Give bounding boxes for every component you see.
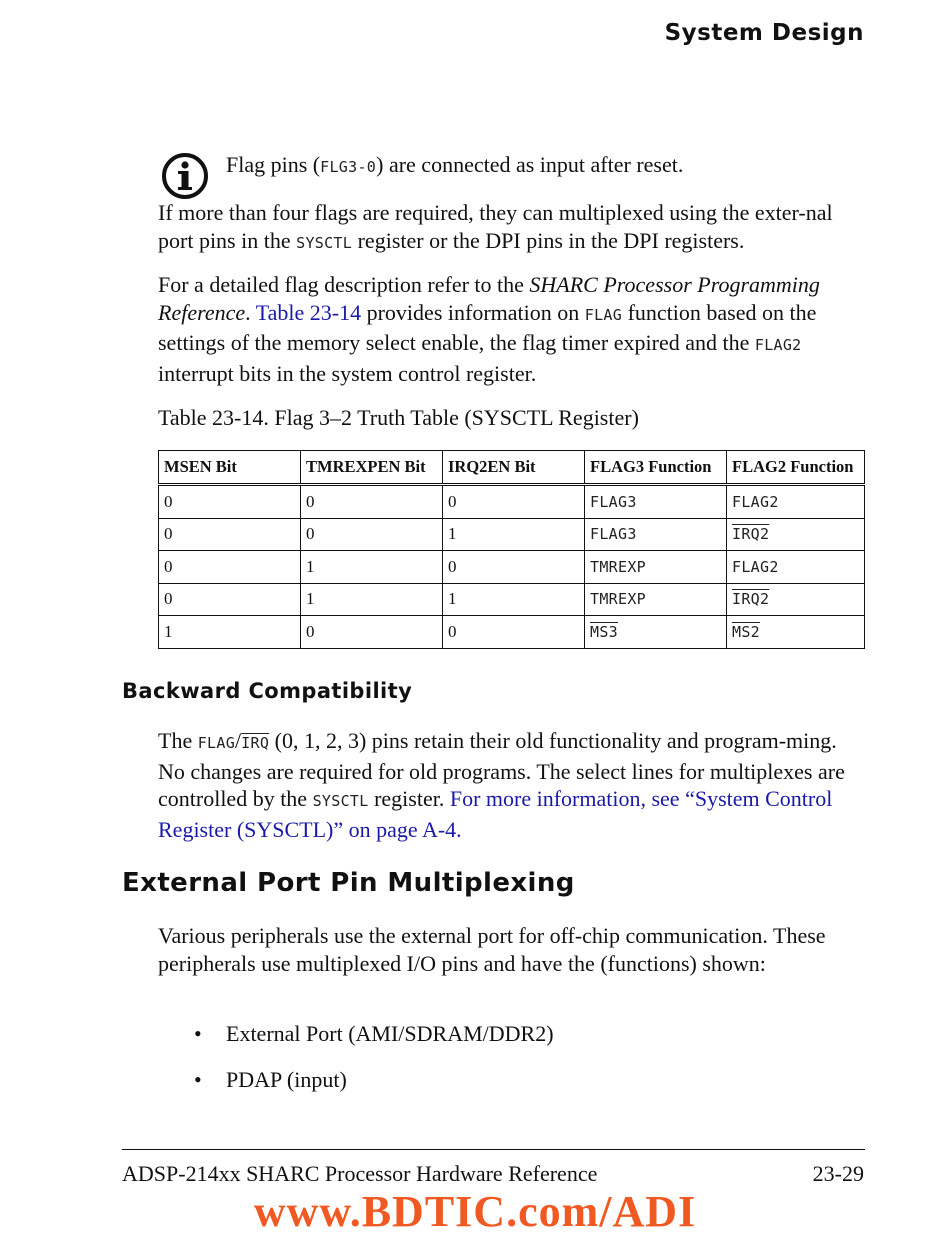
table-cell <box>727 583 865 616</box>
code-irq: $\overline{IRQ}$ <box>241 734 270 752</box>
table-cell <box>585 616 727 649</box>
column-header: MSEN Bit <box>159 451 301 485</box>
table-cell <box>727 616 865 649</box>
active-low-signal: IRQ2 <box>732 525 770 544</box>
bullet-icon: • <box>194 1021 202 1046</box>
sysctl-reference-link[interactable]: For more information, see “System Control Register (SYSCTL)” on page A-4. <box>158 786 833 842</box>
heading-external-port-pin-multiplexing: External Port Pin Multiplexing <box>122 868 575 898</box>
bullet-icon: • <box>194 1067 202 1092</box>
column-header: IRQ2EN Bit <box>443 451 585 485</box>
table-cell: 0 <box>159 551 301 584</box>
table-row <box>159 485 865 519</box>
p2-text-d: function based on the settings of the memory select enable, the flag timer expired and the <box>158 299 817 355</box>
table-cell <box>727 518 865 551</box>
table-cell: FLAG3 <box>585 485 727 519</box>
code-sysctl: SYSCTL <box>296 233 353 252</box>
p3-text-b: (0, 1, 2, 3) pins retain their old functionality and program-ming. No changes are required for old programs. The select lines for multiplexes are controlled by the <box>158 728 845 811</box>
table-cell: 0 <box>159 485 301 519</box>
table-cell: FLAG2 <box>727 485 865 519</box>
column-header: FLAG2 Function <box>727 451 865 485</box>
active-low-signal: MS2 <box>732 622 760 641</box>
column-header: TMREXPEN Bit <box>301 451 443 485</box>
code-flag: FLAG <box>197 734 236 752</box>
table-cell: 1 <box>443 583 585 616</box>
note-pre: Flag pins ( <box>226 152 321 177</box>
p2-text-a: For a detailed flag description refer to the <box>158 272 530 297</box>
table-cell: 0 <box>443 551 585 584</box>
table-cell: FLAG3 <box>585 518 727 551</box>
table-cell: 0 <box>159 583 301 616</box>
active-low-signal: MS3 <box>590 622 618 641</box>
p2-text-b: . <box>245 299 256 325</box>
p1-text-b: register or the DPI pins in the DPI registers. <box>352 227 745 253</box>
paragraph-flag-description <box>158 271 868 387</box>
truth-table <box>158 450 865 649</box>
table-cell: 1 <box>301 583 443 616</box>
list-item-text: PDAP (input) <box>226 1067 347 1092</box>
table-row <box>159 551 865 584</box>
p1-text-a: If more than four flags are required, they can multiplexed using the exter-nal port pins in the <box>158 200 833 253</box>
table-cell: TMREXP <box>585 583 727 616</box>
code-flag: FLAG <box>584 305 623 324</box>
footer-title: ADSP-214xx SHARC Processor Hardware Reference <box>122 1161 598 1186</box>
watermark: www.BDTIC.com/ADI <box>253 1187 697 1236</box>
table-row <box>159 616 865 649</box>
note-post: ) are connected as input after reset. <box>376 152 684 177</box>
paragraph-flags-multiplexed <box>158 199 868 257</box>
column-header: FLAG3 Function <box>585 451 727 485</box>
table-header-row <box>159 451 865 485</box>
p2-text-c: provides information on <box>361 299 585 325</box>
table-link[interactable]: Table 23-14 <box>255 299 362 325</box>
code-flg: FLG3-0 <box>320 158 377 176</box>
table-cell: 0 <box>301 485 443 519</box>
running-header: System Design <box>664 20 864 46</box>
heading-backward-compatibility: Backward Compatibility <box>122 679 413 703</box>
page-number: 23-29 <box>812 1161 864 1186</box>
table-cell: 1 <box>443 518 585 551</box>
table-row <box>159 518 865 551</box>
info-icon <box>161 152 209 200</box>
code-sysctl: SYSCTL <box>312 792 369 810</box>
list-item-text: External Port (AMI/SDRAM/DDR2) <box>226 1021 554 1046</box>
table-cell: 0 <box>301 518 443 551</box>
reference-title: SHARC Processor Programming Reference <box>158 272 820 325</box>
table-cell: 0 <box>159 518 301 551</box>
code-flag2: FLAG2 <box>754 336 802 354</box>
table-caption: Table 23-14. Flag 3–2 Truth Table (SYSCTL Register) <box>158 405 639 430</box>
p3-slash: / <box>235 728 242 753</box>
table-cell: 1 <box>159 616 301 649</box>
paragraph-peripherals: Various peripherals use the external port for off-chip communication. These peripherals use multiplexed I/O pins and have the (functions) shown: <box>158 923 826 976</box>
table-cell: 0 <box>443 616 585 649</box>
table-row <box>159 583 865 616</box>
paragraph-backward-compatibility <box>158 727 868 843</box>
table-cell: 0 <box>443 485 585 519</box>
p2-text-e: interrupt bits in the system control register. <box>158 360 537 386</box>
p3-text-c: register. <box>368 786 450 811</box>
table-cell: 1 <box>301 551 443 584</box>
table-cell: 0 <box>301 616 443 649</box>
p3-text-a: The <box>158 728 198 753</box>
table-cell: FLAG2 <box>727 551 865 584</box>
table-cell: TMREXP <box>585 551 727 584</box>
footer-rule <box>122 1149 865 1150</box>
active-low-signal: IRQ2 <box>732 590 770 609</box>
note-text <box>226 152 683 178</box>
